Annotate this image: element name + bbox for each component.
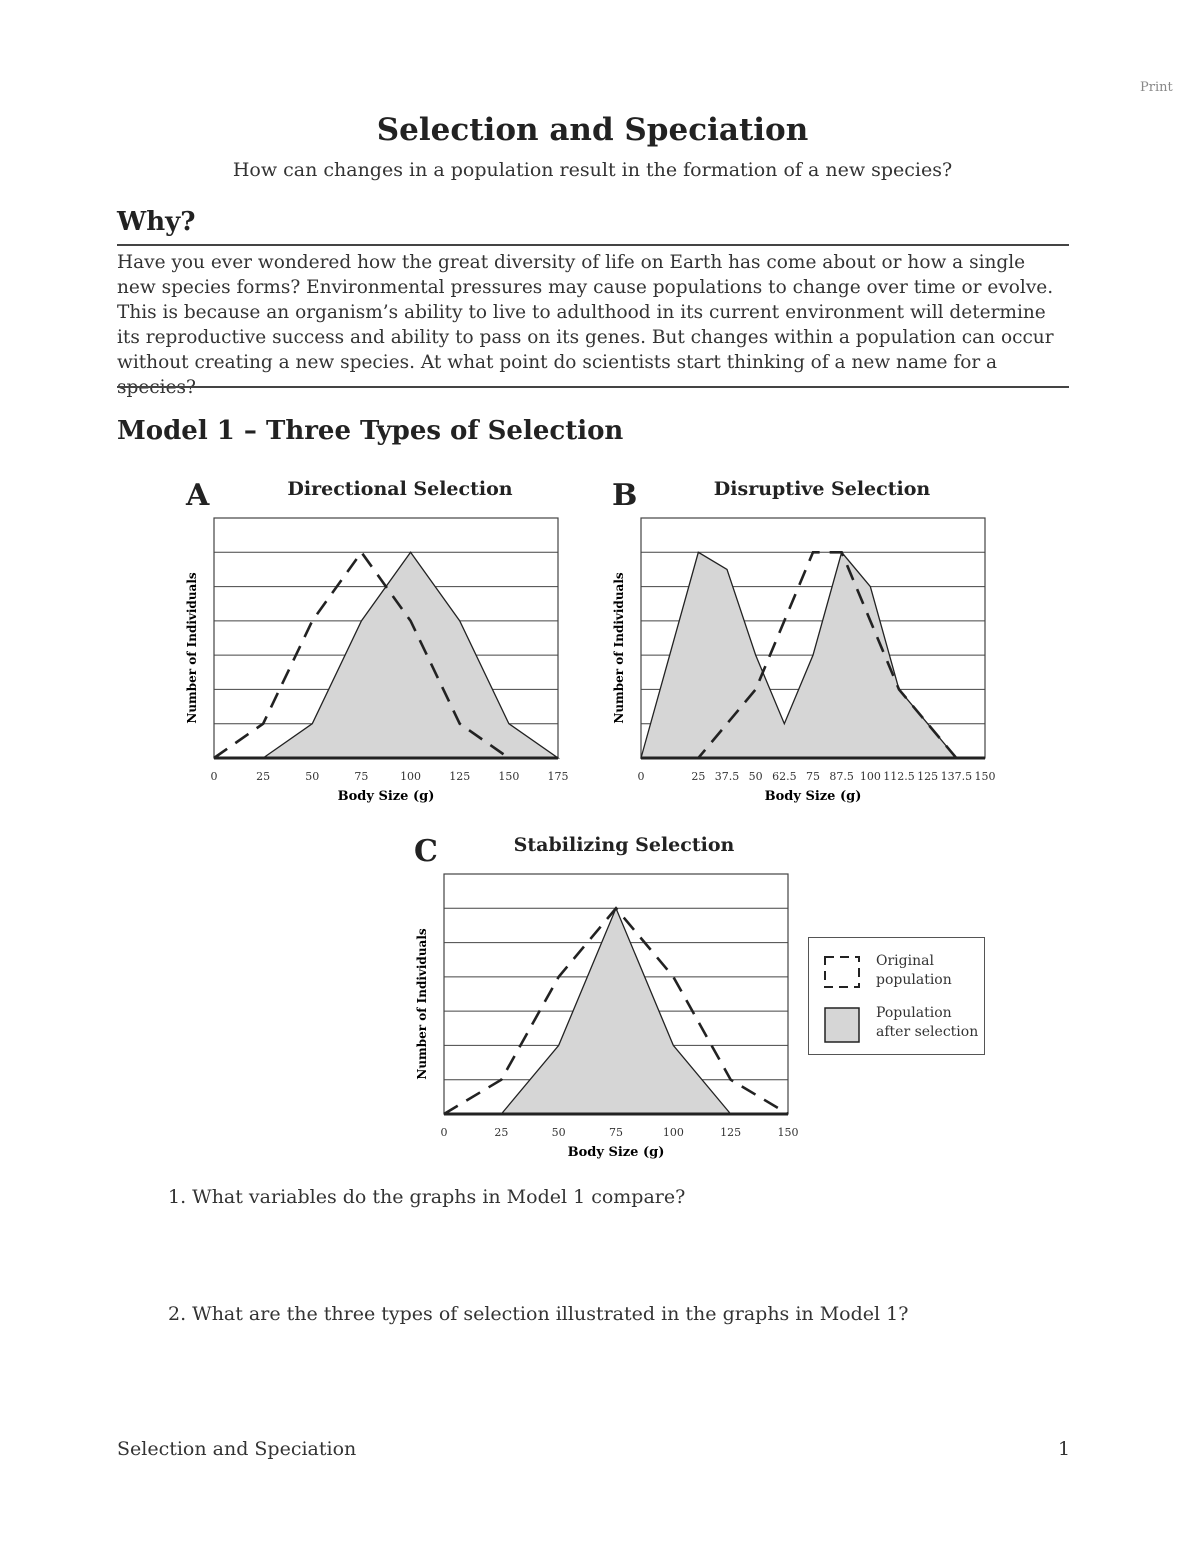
chart-title-a: Directional Selection (287, 478, 513, 500)
x-tick-label: 50 (305, 770, 320, 783)
x-tick-label: 0 (637, 770, 645, 783)
why-paragraph: Have you ever wondered how the great diversity of life on Earth has come about or how a single new species forms? Environmental pressures may cause populations to change over time or evolve. This is because an organism’s ability to live to adulthood in its current environment will determine its reproductive success and ability to pass on its genes. But changes within a population can occur without creating a new species. At what point do scientists start thinking of a new name for a species? (117, 252, 1054, 398)
x-tick-label: 125 (917, 770, 939, 783)
legend-filled-swatch (823, 1006, 863, 1044)
legend-dashed-swatch (823, 955, 863, 991)
x-tick-label: 75 (609, 1126, 623, 1139)
chart-title-b: Disruptive Selection (713, 478, 931, 500)
x-tick-label: 137.5 (940, 770, 973, 783)
chart-a (170, 510, 590, 820)
x-axis-label: Body Size (g) (764, 789, 862, 804)
footer-title: Selection and Speciation (117, 1438, 357, 1460)
divider (117, 244, 1069, 246)
x-tick-label: 100 (859, 770, 881, 783)
x-tick-label: 100 (662, 1126, 684, 1139)
model-heading: Model 1 – Three Types of Selection (117, 416, 624, 446)
page-number: 1 (1058, 1438, 1071, 1460)
x-tick-label: 112.5 (883, 770, 915, 783)
x-tick-label: 125 (449, 770, 471, 783)
print-link[interactable]: Print (1140, 80, 1173, 95)
y-axis-label: Number of Individuals (415, 928, 429, 1080)
chart-letter-b: B (612, 478, 638, 513)
page-subtitle: How can changes in a population result in the formation of a new species? (232, 159, 953, 181)
legend-label-original: Original population (876, 953, 952, 988)
x-tick-label: 50 (551, 1126, 566, 1139)
x-tick-label: 150 (974, 770, 996, 783)
x-tick-label: 75 (806, 770, 820, 783)
x-tick-label: 0 (440, 1126, 448, 1139)
chart-title-c: Stabilizing Selection (513, 834, 735, 856)
x-axis-label: Body Size (g) (567, 1145, 665, 1160)
x-tick-label: 100 (400, 770, 422, 783)
chart-c (400, 866, 820, 1176)
x-tick-label: 25 (256, 770, 271, 783)
x-tick-label: 25 (691, 770, 706, 783)
x-tick-label: 25 (494, 1126, 509, 1139)
x-axis-label: Body Size (g) (337, 789, 435, 804)
why-heading: Why? (117, 207, 196, 237)
divider (117, 386, 1069, 388)
x-tick-label: 62.5 (772, 770, 797, 783)
x-tick-label: 50 (748, 770, 763, 783)
x-tick-label: 125 (720, 1126, 742, 1139)
question-2: 2. What are the three types of selection illustrated in the graphs in Model 1? (168, 1303, 909, 1325)
legend-label-after: Population after selection (876, 1005, 979, 1040)
chart-letter-a: A (186, 478, 210, 513)
x-tick-label: 150 (777, 1126, 799, 1139)
chart-letter-c: C (414, 834, 438, 869)
chart-b (597, 510, 1017, 820)
y-axis-label: Number of Individuals (612, 572, 626, 724)
page-title: Selection and Speciation (376, 112, 809, 148)
question-1: 1. What variables do the graphs in Model 1 compare? (168, 1186, 686, 1208)
chart-legend (808, 937, 985, 1055)
x-tick-label: 0 (210, 770, 218, 783)
x-tick-label: 75 (354, 770, 369, 783)
x-tick-label: 37.5 (714, 770, 740, 783)
x-tick-label: 150 (498, 770, 520, 783)
x-tick-label: 87.5 (829, 770, 854, 783)
y-axis-label: Number of Individuals (185, 572, 199, 724)
x-tick-label: 175 (547, 770, 569, 783)
